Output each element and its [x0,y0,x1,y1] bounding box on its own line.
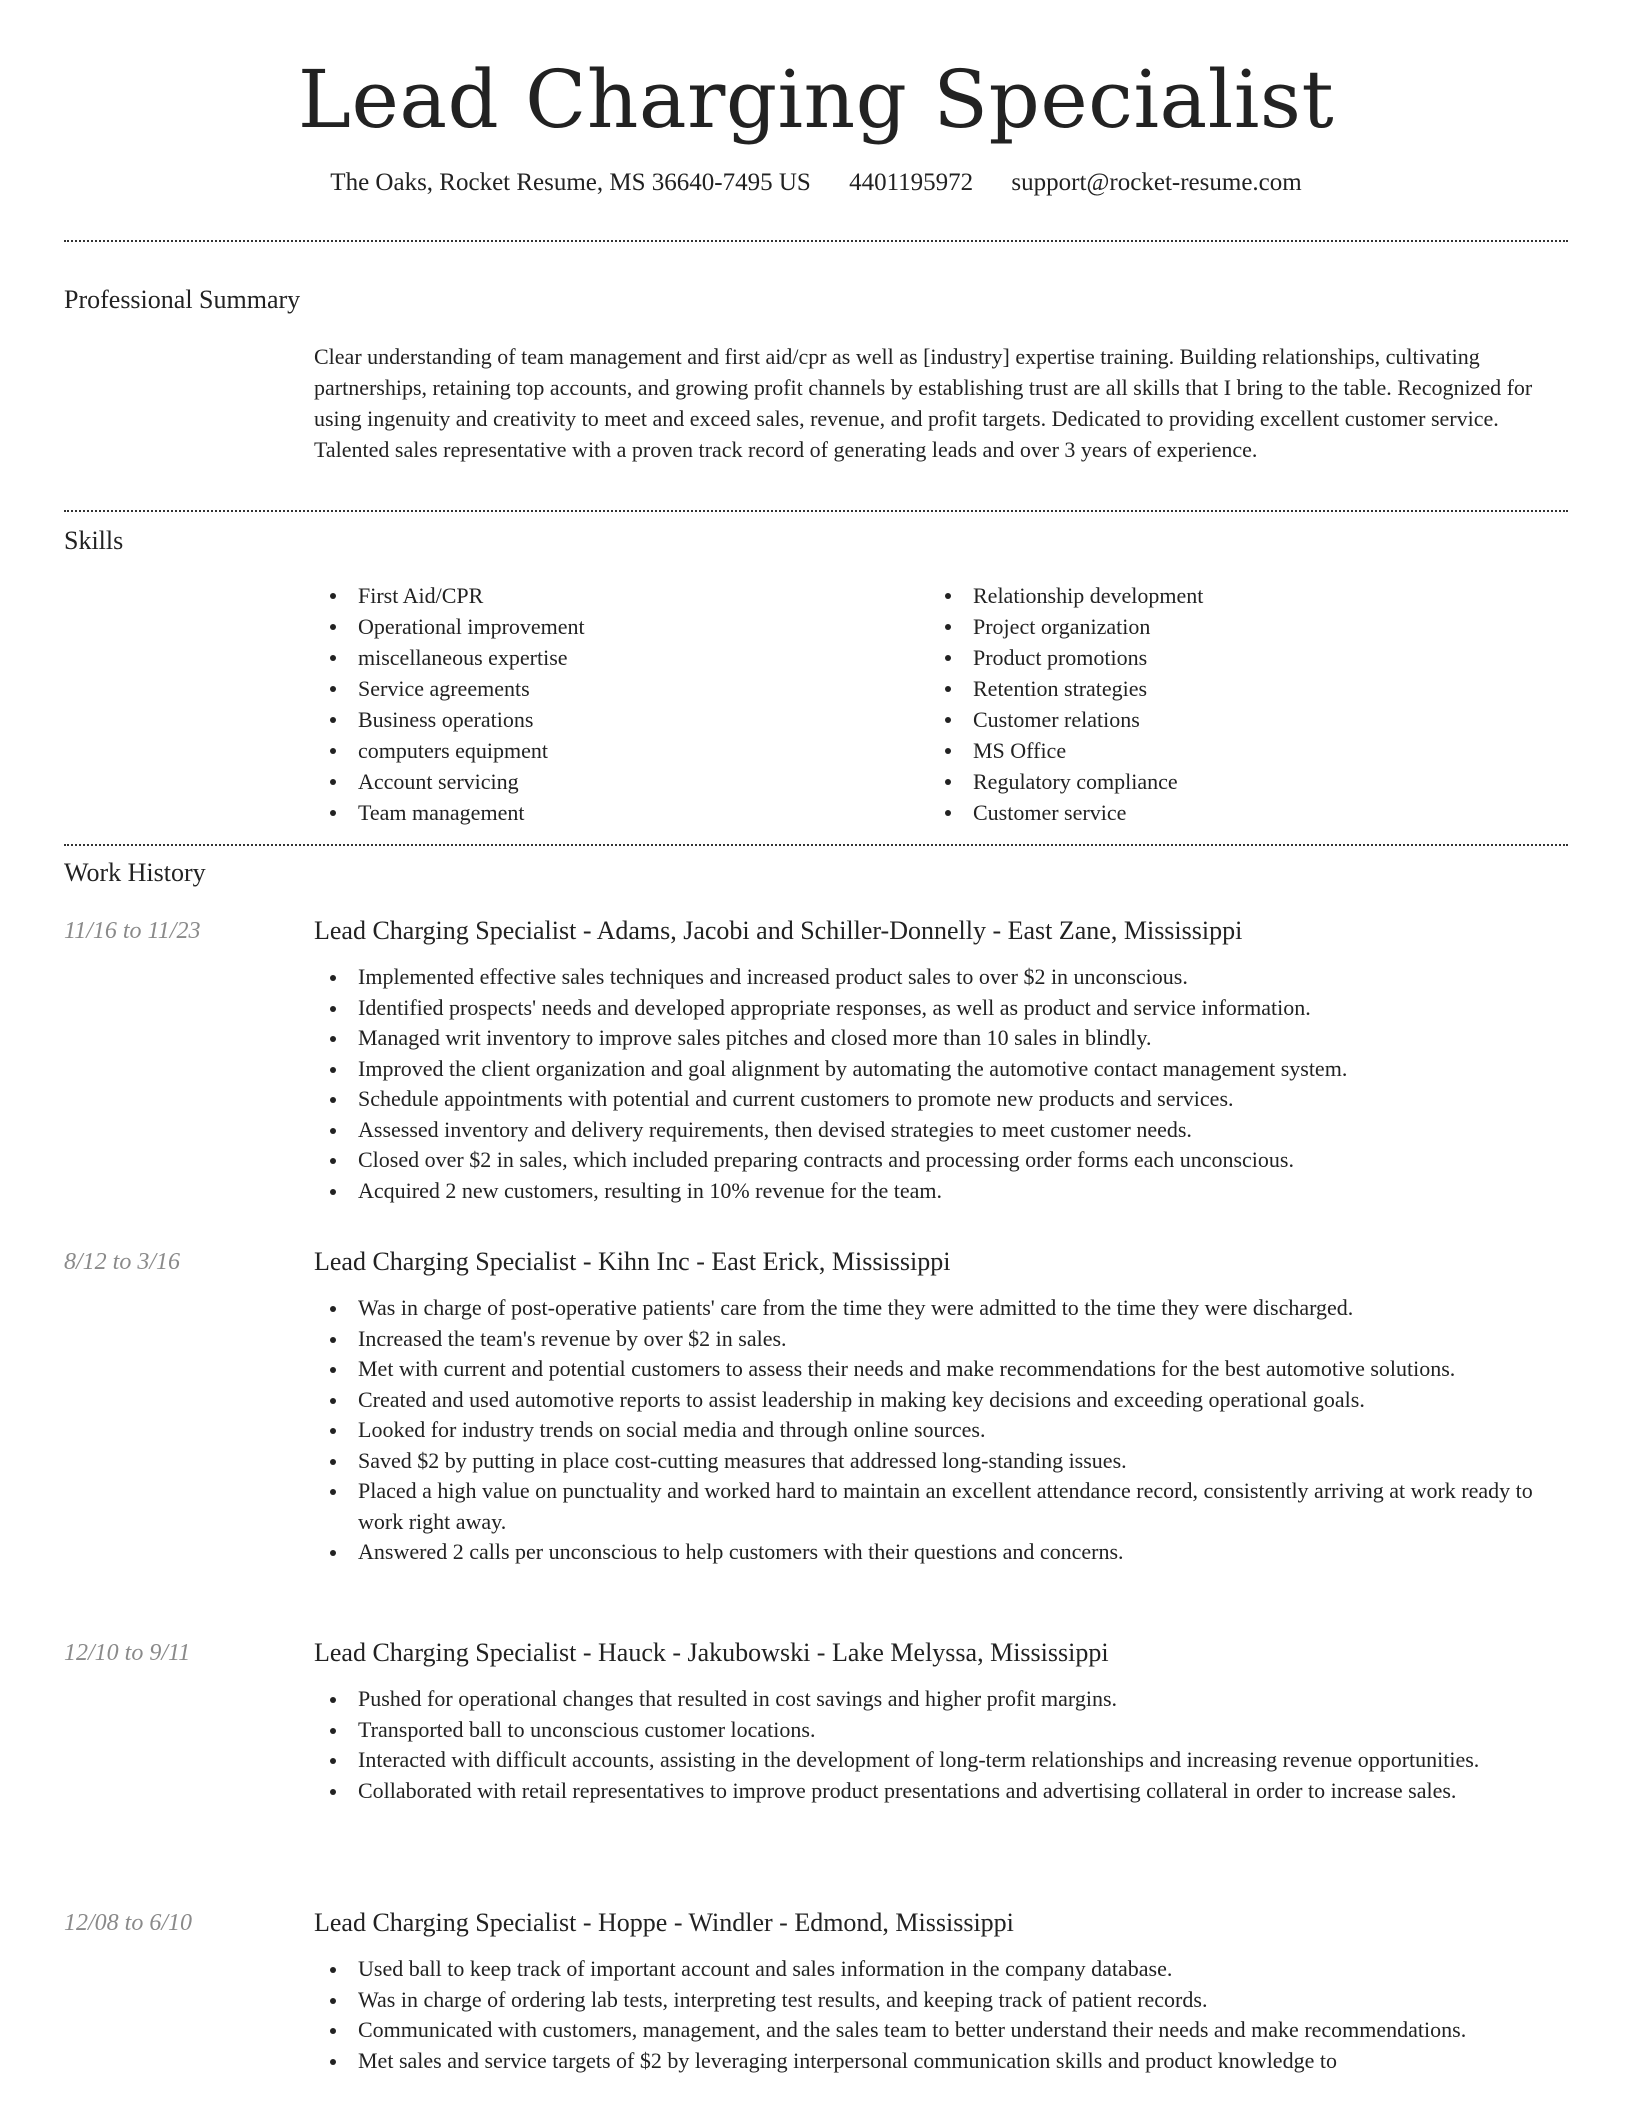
skill-item: Relationship development [929,580,1549,611]
job-bullet: Assessed inventory and delivery requirements, then devised strategies to meet customer needs. [314,1115,1568,1146]
job-bullet: Looked for industry trends on social media and through online sources. [314,1415,1568,1446]
job-date: 11/16 to 11/23 [64,918,201,944]
job-bullet: Managed writ inventory to improve sales pitches and closed more than 10 sales in blindly. [314,1023,1568,1054]
job-date: 8/12 to 3/16 [64,1249,181,1275]
job-bullet: Improved the client organization and goal alignment by automating the automotive contact management system. [314,1054,1568,1085]
section-divider [64,510,1568,512]
skill-item: Product promotions [929,642,1549,673]
job-bullet: Identified prospects' needs and developed appropriate responses, as well as product and service information. [314,993,1568,1024]
skills-title: Skills [64,526,124,555]
job-bullet: Collaborated with retail representatives to improve product presentations and advertising collateral in order to increase sales. [314,1776,1568,1807]
contact-line [0,166,1632,200]
summary-section [314,341,1568,465]
skill-item: miscellaneous expertise [314,642,914,673]
job-date: 12/10 to 9/11 [64,1640,191,1666]
job-bullet: Closed over $2 in sales, which included preparing contracts and processing order forms each unconscious. [314,1145,1568,1176]
job-date: 12/08 to 6/10 [64,1910,193,1936]
job-bullets [314,962,1568,1206]
contact-phone: 4401195972 [849,169,974,196]
job-bullet: Implemented effective sales techniques and increased product sales to over $2 in unconscious. [314,962,1568,993]
skill-item: Operational improvement [314,611,914,642]
skill-item: Customer service [929,797,1549,828]
job-bullet: Answered 2 calls per unconscious to help customers with their questions and concerns. [314,1537,1568,1568]
summary-title: Professional Summary [64,285,301,314]
skills-list-left [314,580,914,828]
summary-text: Clear understanding of team management and first aid/cpr as well as [industry] expertise training. Building relationships, cultivating partnerships, retaining top accounts, and growing profit channels by establishing trust are all skills that I bring to the table. Recognized for using ingenuity and creativity to meet and exceed sales, revenue, and profit targets. Dedicated to providing excellent customer service. Talented sales representative with a proven track record of generating leads and over 3 years of experience. [314,344,1533,462]
job-title: Lead Charging Specialist - Hoppe - Windler - Edmond, Mississippi [314,1908,1014,1937]
skill-item: Team management [314,797,914,828]
skill-item: Service agreements [314,673,914,704]
skill-item: Regulatory compliance [929,766,1549,797]
skill-item: Project organization [929,611,1549,642]
skill-item: First Aid/CPR [314,580,914,611]
candidate-name: Lead Charging Specialist [297,53,1335,146]
section-divider [64,240,1568,242]
job-bullet: Interacted with difficult accounts, assisting in the development of long-term relationships and increasing revenue opportunities. [314,1745,1568,1776]
job-bullets [314,1293,1568,1568]
job-title: Lead Charging Specialist - Adams, Jacobi and Schiller-Donnelly - East Zane, Mississippi [314,916,1243,945]
skill-item: MS Office [929,735,1549,766]
job-bullet: Increased the team's revenue by over $2 in sales. [314,1324,1568,1355]
contact-address: The Oaks, Rocket Resume, MS 36640-7495 US [330,169,811,196]
job-bullets [314,1684,1568,1806]
job-bullet: Saved $2 by putting in place cost-cutting measures that addressed long-standing issues. [314,1446,1568,1477]
skill-item: computers equipment [314,735,914,766]
skill-item: Account servicing [314,766,914,797]
skill-item: Business operations [314,704,914,735]
resume-header [0,0,1632,200]
work-history-title: Work History [64,858,206,887]
job-bullet: Used ball to keep track of important account and sales information in the company database. [314,1954,1568,1985]
job-bullet: Met sales and service targets of $2 by leveraging interpersonal communication skills and product knowledge to [314,2046,1568,2077]
section-divider [64,844,1568,846]
job-bullet: Communicated with customers, management, and the sales team to better understand their needs and make recommendations. [314,2015,1568,2046]
job-title: Lead Charging Specialist - Hauck - Jakubowski - Lake Melyssa, Mississippi [314,1638,1109,1667]
job-bullet: Transported ball to unconscious customer locations. [314,1715,1568,1746]
job-bullet: Pushed for operational changes that resulted in cost savings and higher profit margins. [314,1684,1568,1715]
job-bullet: Was in charge of post-operative patients' care from the time they were admitted to the time they were discharged. [314,1293,1568,1324]
job-bullets [314,1954,1568,2076]
skill-item: Retention strategies [929,673,1549,704]
contact-email: support@rocket-resume.com [1011,169,1302,196]
job-title: Lead Charging Specialist - Kihn Inc - East Erick, Mississippi [314,1247,951,1276]
job-bullet: Was in charge of ordering lab tests, interpreting test results, and keeping track of patient records. [314,1985,1568,2016]
job-bullet: Created and used automotive reports to assist leadership in making key decisions and exceeding operational goals. [314,1385,1568,1416]
job-bullet: Placed a high value on punctuality and worked hard to maintain an excellent attendance record, consistently arriving at work ready to work right away. [314,1476,1568,1537]
job-bullet: Acquired 2 new customers, resulting in 10% revenue for the team. [314,1176,1568,1207]
job-bullet: Met with current and potential customers to assess their needs and make recommendations for the best automotive solutions. [314,1354,1568,1385]
skill-item: Customer relations [929,704,1549,735]
skills-list-right [929,580,1549,828]
job-bullet: Schedule appointments with potential and current customers to promote new products and services. [314,1084,1568,1115]
